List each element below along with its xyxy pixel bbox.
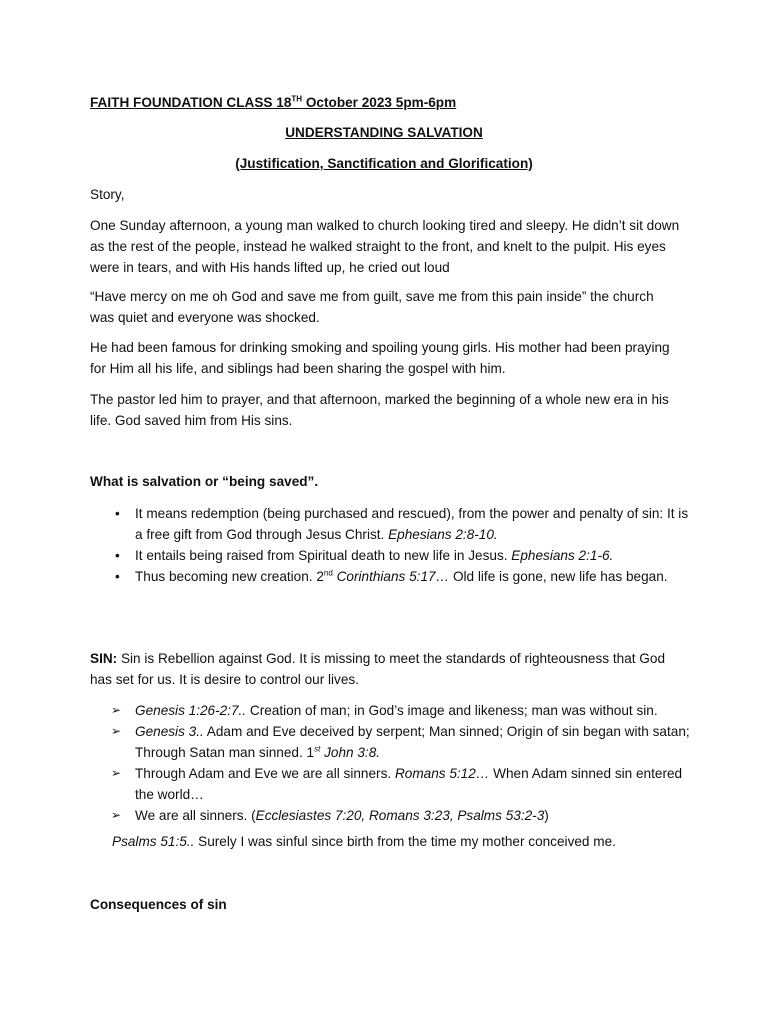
scripture-reference: Romans 5:12… xyxy=(394,766,490,781)
class-header-date: October 2023 5pm-6pm xyxy=(302,95,457,110)
sin-definition: SIN: Sin is Rebellion against God. It is missing to meet the standards of righteousness that God has set for us. It is desire to control our lives. xyxy=(90,651,666,687)
list-item: • It entails being raised from Spiritual death to new life in Jesus. Ephesians 2:1-6. xyxy=(135,545,695,566)
list-item: ➢ We are all sinners. (Ecclesiastes 7:20, Romans 3:23, Psalms 53:2-3) xyxy=(135,805,695,826)
story-paragraph-3: He had been famous for drinking smoking and spoiling young girls. His mother had been praying for Him all his life, and siblings had been sharing the gospel with him. xyxy=(90,340,670,376)
class-header xyxy=(90,92,456,113)
story-paragraph-2: “Have mercy on me oh God and save me from guilt, save me from this pain inside” the church was quiet and everyone was shocked. xyxy=(90,289,654,325)
sin-label: SIN: xyxy=(90,651,118,666)
scripture-reference: Genesis 1:26-2:7.. xyxy=(135,703,247,718)
scripture-reference: Corinthians 5:17… xyxy=(332,569,450,584)
list-item: • It means redemption (being purchased and rescued), from the power and penalty of sin: It is a free gift from God through Jesus Christ. Ephesians 2:8-10. xyxy=(135,503,695,545)
list-item: ➢ Genesis 1:26-2:7.. Creation of man; in God’s image and likeness; man was without sin. xyxy=(135,700,695,721)
story-paragraph-1: One Sunday afternoon, a young man walked to church looking tired and sleepy. He didn’t sit down as the rest of the people, instead he walked straight to the front, and knelt to the pulpit. His eyes were in tears, and with His hands lifted up, he cried out loud xyxy=(90,218,680,275)
class-header-sup: TH xyxy=(291,94,303,104)
scripture-reference: Psalms 51:5.. xyxy=(112,834,195,849)
salvation-heading: What is salvation or “being saved”. xyxy=(90,474,319,489)
scripture-reference: Ecclesiastes 7:20, Romans 3:23, Psalms 53:2-3 xyxy=(255,808,545,823)
psalm-quote: Psalms 51:5.. Surely I was sinful since birth from the time my mother conceived me. xyxy=(112,834,616,849)
scripture-reference: Genesis 3.. xyxy=(135,724,204,739)
sin-list xyxy=(135,700,695,826)
list-item: ➢ Genesis 3.. Adam and Eve deceived by serpent; Man sinned; Origin of sin began with satan; Through Satan man sinned. 1st John 3:8. xyxy=(135,721,695,763)
story-paragraph-4: The pastor led him to prayer, and that afternoon, marked the beginning of a whole new era in his life. God saved him from His sins. xyxy=(90,392,669,428)
story-intro: Story, xyxy=(90,187,125,202)
scripture-reference: John 3:8. xyxy=(320,745,381,760)
scripture-reference: Ephesians 2:8-10. xyxy=(388,527,498,542)
list-item: ➢ Through Adam and Eve we are all sinners. Romans 5:12… When Adam sinned sin entered the world… xyxy=(135,763,695,805)
page-subtitle: (Justification, Sanctification and Glorification) xyxy=(235,156,533,171)
consequences-heading: Consequences of sin xyxy=(90,897,227,912)
salvation-list xyxy=(135,503,695,587)
page-title: UNDERSTANDING SALVATION xyxy=(285,125,483,140)
list-item: • Thus becoming new creation. 2nd Corinthians 5:17… Old life is gone, new life has began. xyxy=(135,566,695,587)
scripture-reference: Ephesians 2:1-6. xyxy=(511,548,614,563)
class-header-text: FAITH FOUNDATION CLASS 18 xyxy=(90,95,292,110)
